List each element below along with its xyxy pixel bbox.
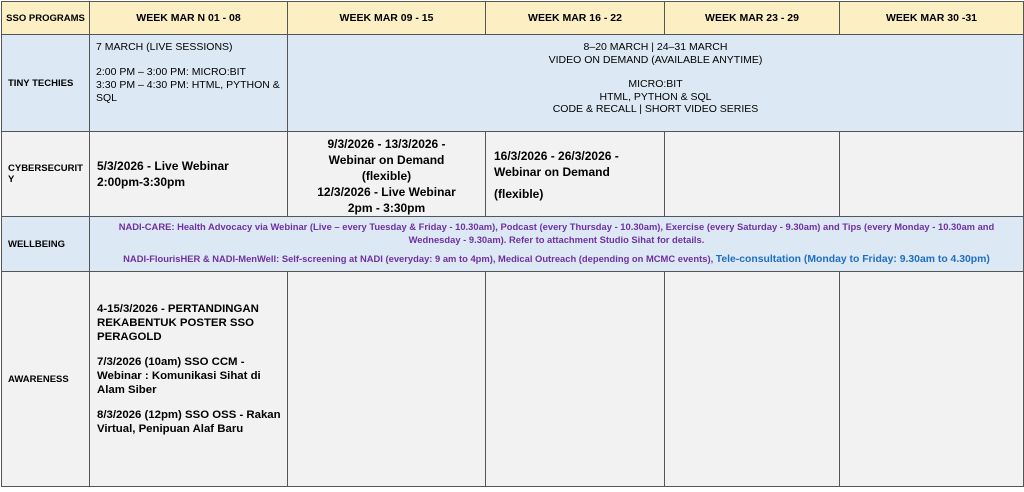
awareness-poster-competition: 4-15/3/2026 - PERTANDINGAN REKABENTUK POSTER SSO PERAGOLD [97,303,259,343]
cyber-week-4 [665,132,840,217]
header-week-3: WEEK MAR 16 - 22 [486,2,665,35]
cyber-w2-live: 12/3/2026 - Live Webinar [317,185,456,199]
header-week-1: WEEK MAR N 01 - 08 [90,2,288,35]
row-wellbeing [2,217,1024,272]
awareness-week-3 [486,272,665,487]
cyber-w2-flexible: (flexible) [361,169,412,183]
awareness-week-5 [840,272,1024,487]
header-programs: SSO PROGRAMS [2,2,90,35]
cyber-w2-vod: Webinar on Demand [328,153,445,167]
cyber-w1-time: 2:00pm-3:30pm [97,175,186,189]
wellbeing-flourisher-menwell: NADI-FlourisHER & NADI-MenWell: Self-screening at NADI (everyday: 9 am to 4pm), Medical Outreach (depending on MCMC events), [123,253,716,264]
cyber-week-5 [840,132,1024,217]
tt-vod-code-recall: CODE & RECALL | SHORT VIDEO SERIES [552,103,759,115]
cyber-w1-title: 5/3/2026 - Live Webinar [97,159,229,173]
tt-vod-title: VIDEO ON DEMAND (AVAILABLE ANYTIME) [548,53,763,66]
program-cybersecurity: CYBERSECURITY [2,132,90,217]
awareness-ccm-webinar: 7/3/2026 (10am) SSO CCM - Webinar : Komunikasi Sihat di Alam Siber [97,356,261,396]
awareness-oss-event: 8/3/2026 (12pm) SSO OSS - Rakan Virtual, Penipuan Alaf Baru [97,409,281,435]
tiny-techies-video-on-demand [288,35,1024,132]
cyber-week-3 [486,132,665,217]
cyber-w2-dates: 9/3/2026 - 13/3/2026 - [327,137,446,151]
cyber-w3-dates: 16/3/2026 - 26/3/2026 - [494,149,619,163]
cyber-w3-vod: Webinar on Demand [494,165,610,179]
row-awareness [2,272,1024,487]
header-week-4: WEEK MAR 23 - 29 [665,2,840,35]
tt-live-date: 7 MARCH (LIVE SESSIONS) [96,41,233,53]
tt-vod-microbit: MICRO:BIT [628,78,683,90]
program-tiny-techies: TINY TECHIES [2,35,90,132]
awareness-week-2 [288,272,486,487]
wellbeing-nadi-care: NADI-CARE: Health Advocacy via Webinar (Live – every Tuesday & Friday - 10.30am), Podcast (every Thursday - 10.30am), Exercise (every Saturday - 9.30am) and Tips (every Monday - 10.30am and Wednesday - 9.30am). Refer to attachment Studio Sihat for details. [118,221,995,245]
schedule-table [1,1,1024,487]
tt-html-session: 3:30 PM – 4:30 PM: HTML, PYTHON & SQL [96,79,280,104]
tt-microbit-session: 2:00 PM – 3:00 PM: MICRO:BIT [96,66,246,78]
header-week-5: WEEK MAR 30 -31 [840,2,1024,35]
tiny-techies-live-sessions [90,35,288,132]
row-cybersecurity [2,132,1024,217]
tt-vod-dates: 8–20 MARCH | 24–31 MARCH [583,41,728,53]
cyber-w3-flexible: (flexible) [494,187,544,201]
row-tiny-techies [2,35,1024,132]
header-week-2: WEEK MAR 09 - 15 [288,2,486,35]
cyber-w2-time: 2pm - 3:30pm [347,201,426,215]
wellbeing-details [90,217,1024,272]
header-row [2,2,1024,35]
program-awareness: AWARENESS [2,272,90,487]
cyber-week-2 [288,132,486,217]
awareness-week-4 [665,272,840,487]
program-wellbeing: WELLBEING [2,217,90,272]
cyber-week-1 [90,132,288,217]
tt-vod-html: HTML, PYTHON & SQL [599,90,712,103]
wellbeing-tele-consultation: Tele-consultation (Monday to Friday: 9.30am to 4.30pm) [715,254,990,265]
awareness-week-1 [90,272,288,487]
